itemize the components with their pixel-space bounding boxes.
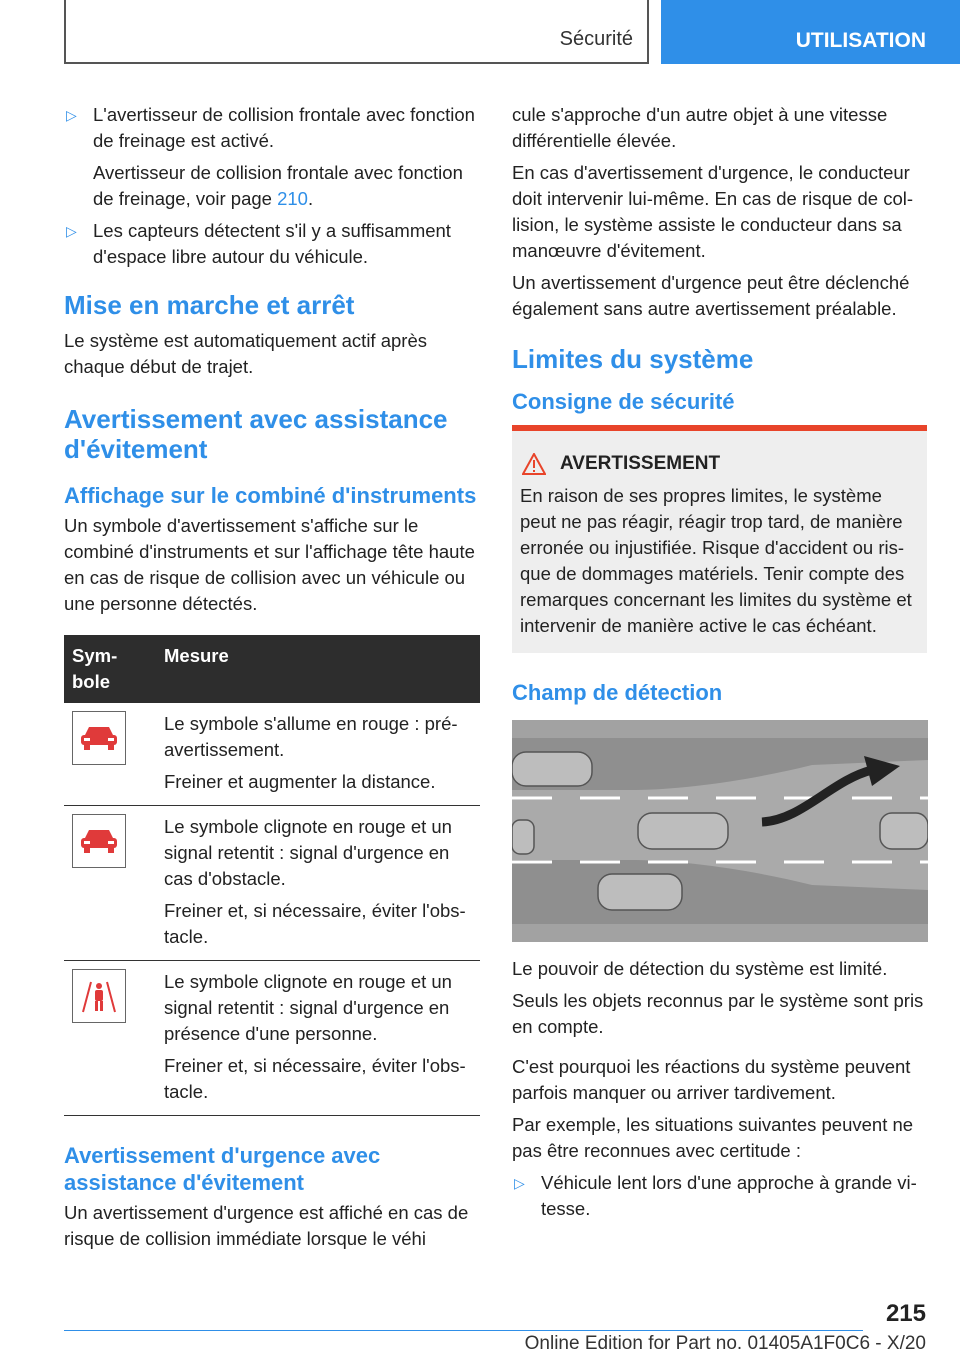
right-column — [512, 102, 927, 1228]
table-header-row — [64, 635, 480, 703]
car-red-icon — [72, 711, 126, 765]
warning-box — [512, 425, 927, 653]
measure-text: Le symbole s'allume en rouge : préavertissement. — [164, 713, 458, 760]
paragraph: cule s'approche d'un autre objet à une vitesse différentielle élevée. — [512, 104, 888, 151]
symbol-table — [64, 635, 480, 1116]
paragraph: Un avertissement d'urgence est affiché en cas de risque de collision immédiate lorsque le véhi — [64, 1202, 469, 1249]
symbol-cell — [64, 703, 156, 806]
table-row — [64, 806, 480, 961]
bullet-text: Les capteurs détectent s'il y a suffisamment d'espace libre autour du véhicule. — [93, 220, 451, 267]
reference-period: . — [307, 188, 314, 209]
warning-text: En raison de ses propres limites, le système peut ne pas réagir, réagir trop tard, de manière erronée ou injustifiée. Risque d'accident ou risque de dommages matériels. Tenir compte des remarques concernant les limites du système et intervenir de manière active le cas échéant. — [520, 485, 912, 636]
paragraph: Le système est automatiquement actif après chaque début de trajet. — [64, 330, 427, 377]
measure-action: Freiner et, si nécessaire, éviter l'obstacle. — [164, 900, 466, 947]
symbol-cell — [64, 806, 156, 961]
footer-divider — [64, 1330, 863, 1331]
edition-footer: Online Edition for Part no. 01405A1F0C6 - X/20 — [524, 1333, 926, 1354]
measure-cell — [156, 703, 480, 806]
car-red-icon — [72, 814, 126, 868]
column-header-measure: Mesure — [156, 635, 480, 703]
column-header-symbol: Symbole — [64, 635, 156, 703]
paragraph: C'est pourquoi les réactions du système peuvent parfois manquer ou arriver tardivement. — [512, 1056, 911, 1103]
measure-text: Le symbole clignote en rouge et un signal retentit : signal d'urgence en cas d'obstacle. — [164, 816, 452, 889]
warning-title: AVERTISSEMENT — [560, 453, 721, 474]
heading-safety: Consigne de sécurité — [512, 389, 735, 414]
list-item — [64, 102, 479, 154]
warning-header — [522, 451, 919, 477]
triangle-bullet-icon: ▷ — [66, 223, 77, 239]
table-row — [64, 703, 480, 806]
heading-detection: Champ de détection — [512, 680, 723, 705]
pedestrian-red-icon — [72, 969, 126, 1023]
warning-triangle-icon — [522, 453, 546, 475]
triangle-bullet-icon: ▷ — [514, 1175, 525, 1191]
heading-warning-assist: Avertissement avec assistance d'évitement — [64, 404, 448, 464]
heading-display: Affichage sur le combiné d'instruments — [64, 483, 477, 508]
chapter-tab: UTILISATION — [661, 0, 960, 64]
cross-reference — [64, 160, 479, 212]
paragraph: Seuls les objets reconnus par le système sont pris en compte. — [512, 990, 924, 1037]
paragraph: Le pouvoir de détection du système est limité. — [512, 958, 888, 979]
paragraph: Par exemple, les situations suivantes peuvent ne pas être reconnues avec certitude : — [512, 1114, 914, 1161]
measure-action: Freiner et, si nécessaire, éviter l'obstacle. — [164, 1055, 466, 1102]
heading-limits: Limites du système — [512, 344, 754, 374]
left-column — [64, 102, 479, 1258]
measure-text: Le symbole clignote en rouge et un signal retentit : signal d'urgence en présence d'une personne. — [164, 971, 452, 1044]
paragraph: Un avertissement d'urgence peut être déclenché également sans autre avertissement préalable. — [512, 272, 910, 319]
bullet-text: L'avertisseur de collision frontale avec fonction de freinage est activé. — [93, 104, 475, 151]
heading-emergency: Avertissement d'urgence avec assistance d'évitement — [64, 1143, 381, 1195]
reference-text: Avertisseur de collision frontale avec fonction de freinage, voir page — [93, 162, 463, 209]
detection-field-illustration — [512, 720, 928, 942]
header-left-box — [64, 0, 649, 64]
bullet-text: Véhicule lent lors d'une approche à grande vitesse. — [541, 1172, 917, 1219]
page-number: 215 — [885, 1300, 926, 1327]
paragraph: En cas d'avertissement d'urgence, le conducteur doit intervenir lui-même. En cas de risque de collision, le système assiste le conducteur dans sa manœuvre d'évitement. — [512, 162, 914, 261]
symbol-cell — [64, 961, 156, 1116]
section-title: Sécurité — [559, 28, 633, 50]
list-item — [512, 1170, 927, 1222]
table-row — [64, 961, 480, 1116]
page-link[interactable]: 210 — [277, 188, 308, 209]
measure-cell — [156, 961, 480, 1116]
measure-action: Freiner et augmenter la distance. — [164, 771, 436, 792]
triangle-bullet-icon: ▷ — [66, 107, 77, 123]
paragraph: Un symbole d'avertissement s'affiche sur le combiné d'instruments et sur l'affichage tête haute en cas de risque de collision avec un véhicule ou une personne détectés. — [64, 515, 475, 614]
measure-cell — [156, 806, 480, 961]
heading-on-off: Mise en marche et arrêt — [64, 290, 355, 320]
list-item — [64, 218, 479, 270]
